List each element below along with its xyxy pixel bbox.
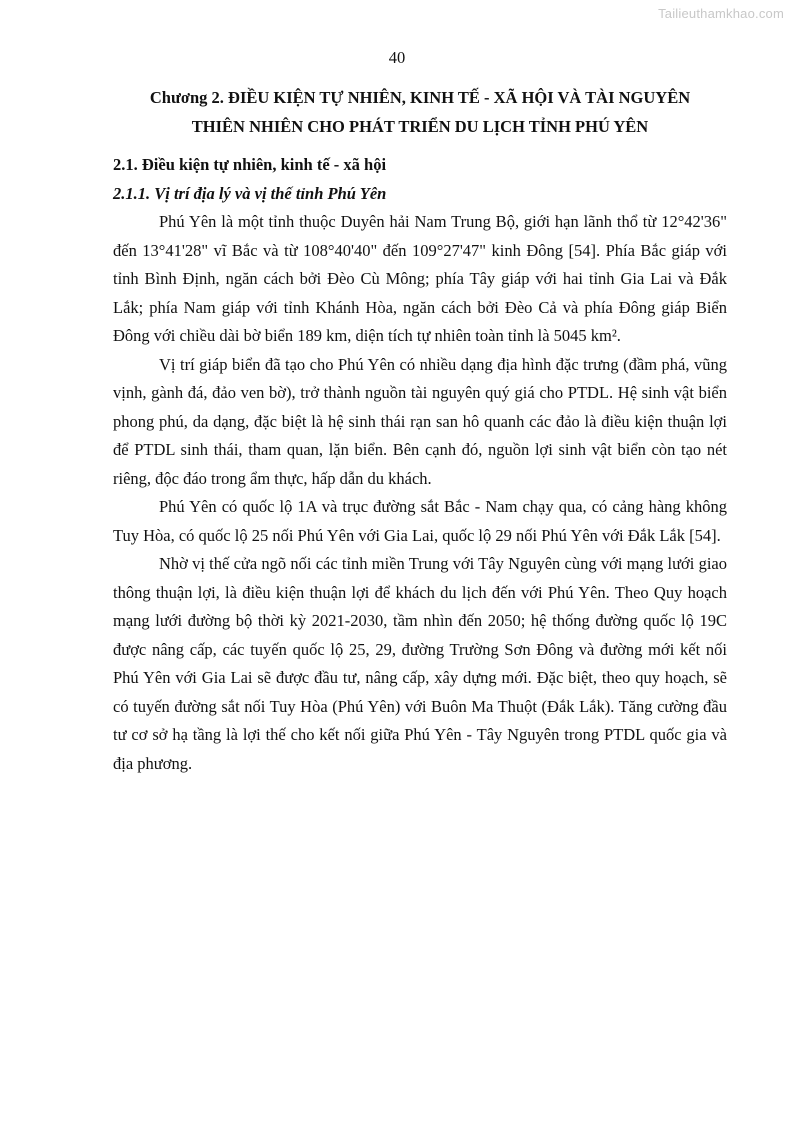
watermark: Tailieuthamkhao.com <box>658 6 784 21</box>
chapter-title-line-1: Chương 2. ĐIỀU KIỆN TỰ NHIÊN, KINH TẾ - XÃ HỘI VÀ TÀI NGUYÊN <box>149 88 691 107</box>
subsection-heading: 2.1.1. Vị trí địa lý và vị thế tỉnh Phú Yên <box>113 183 387 203</box>
paragraph-coastal-advantages: Vị trí giáp biển đã tạo cho Phú Yên có nhiều dạng địa hình đặc trưng (đầm phá, vũng vịnh, gành đá, đảo ven bờ), trở thành nguồn tài nguyên quý giá cho PTDL. Hệ sinh vật biển phong phú, da dạng, đặc biệt là hệ sinh thái rạn san hô quanh các đảo là điều kiện thuận lợi để PTDL sinh thái, tham quan, lặn biển. Bên cạnh đó, nguồn lợi sinh vật biển còn tạo nét riêng, độc đáo trong ẩm thực, hấp dẫn du khách. <box>113 354 727 488</box>
paragraph-location: Phú Yên là một tỉnh thuộc Duyên hải Nam Trung Bộ, giới hạn lãnh thổ từ 12°42'36" đến 13°41'28" vĩ Bắc và từ 108°40'40" đến 109°27'47" kinh Đông [54]. Phía Bắc giáp với tỉnh Bình Định, ngăn cách bởi Đèo Cù Mông; phía Tây giáp với hai tỉnh Gia Lai và Đắk Lắk; phía Nam giáp với tỉnh Khánh Hòa, ngăn cách bởi Đèo Cả và phía Đông giáp Biển Đông với chiều dài bờ biển 189 km, diện tích tự nhiên toàn tỉnh là 5045 km². <box>113 212 727 345</box>
paragraph-gateway-position: Nhờ vị thế cửa ngõ nối các tỉnh miền Trung với Tây Nguyên cùng với mạng lưới giao thông thuận lợi, là điều kiện thuận lợi để khách du lịch đến với Phú Yên. Theo Quy hoạch mạng lưới đường bộ thời kỳ 2021-2030, tầm nhìn đến 2050; hệ thống đường quốc lộ 19C được nâng cấp, các tuyến quốc lộ 25, 29, đường Trường Sơn Đông và đường mới kết nối Phú Yên với Gia Lai sẽ được đầu tư, nâng cấp, xây dựng mới. Đặc biệt, theo quy hoạch, sẽ có tuyến đường sắt nối Tuy Hòa (Phú Yên) với Buôn Ma Thuột (Đắk Lắk). Tăng cường đầu tư cơ sở hạ tầng là lợi thế cho kết nối giữa Phú Yên - Tây Nguyên trong PTDL quốc gia và địa phương. <box>113 554 727 773</box>
page-number: 40 <box>388 48 406 67</box>
chapter-title <box>105 84 735 141</box>
chapter-title-line-2: THIÊN NHIÊN CHO PHÁT TRIỂN DU LỊCH TỈNH PHÚ YÊN <box>191 116 649 136</box>
document-body <box>113 84 727 778</box>
paragraph-transport-routes: Phú Yên có quốc lộ 1A và trục đường sắt Bắc - Nam chạy qua, có cảng hàng không Tuy Hòa, có quốc lộ 25 nối Phú Yên với Gia Lai, quốc lộ 29 nối Phú Yên với Đắk Lắk [54]. <box>113 497 727 545</box>
section-heading: 2.1. Điều kiện tự nhiên, kinh tế - xã hội <box>113 155 387 174</box>
